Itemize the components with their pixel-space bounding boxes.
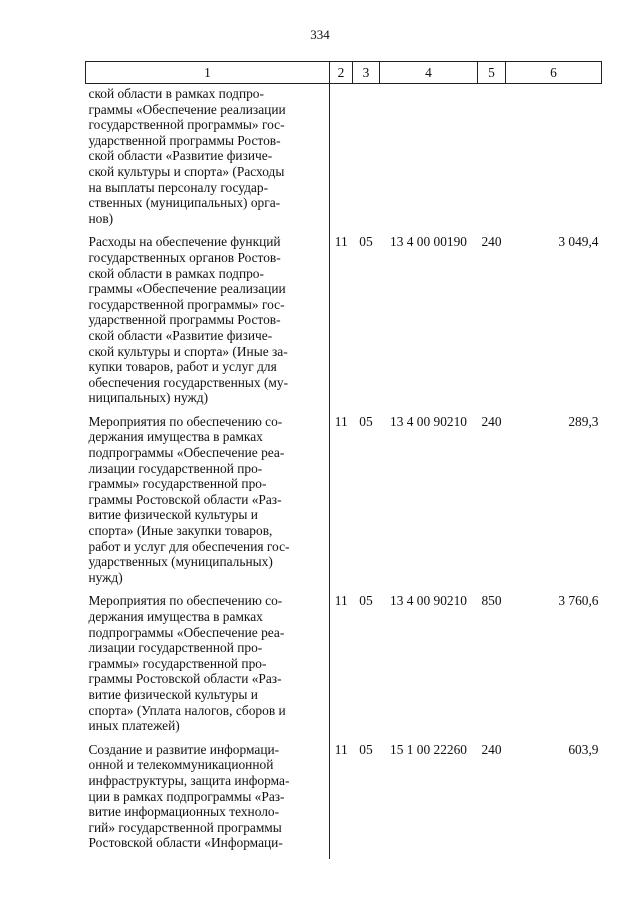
budget-table (85, 61, 602, 859)
description-line: ударственной программы Ростов- (88, 312, 281, 328)
description-line: ской области «Развитие физиче- (88, 148, 273, 164)
row-description (86, 742, 330, 859)
description-line: Мероприятия по обеспечению со- (88, 593, 283, 609)
description-line: граммы Ростовской области «Раз- (88, 671, 282, 687)
description-line: ударственной программы Ростов- (88, 132, 281, 148)
description-line: ской культуры и спорта» (Расходы (88, 163, 285, 179)
column-header-6: 6 (506, 62, 602, 84)
amount-value (506, 84, 602, 235)
description-line: купки товаров, работ и услуг для (88, 359, 277, 375)
subsection-code: 05 (359, 741, 373, 757)
description-line: граммы» государственной про- (88, 655, 267, 671)
description-line: государственных органов Ростов- (88, 249, 281, 265)
page-number: 334 (310, 27, 330, 42)
description-line: подпрограммы «Обеспечение реа- (88, 624, 285, 640)
description-line: спорта» (Иные закупки товаров, (88, 523, 273, 539)
target-article-code: 13 4 00 90210 (390, 413, 467, 429)
section-code: 11 (334, 413, 348, 429)
target-article-code: 13 4 00 90210 (390, 593, 467, 609)
description-line: Ростовской области «Информаци- (88, 835, 283, 851)
column-header-2: 2 (330, 62, 353, 84)
column-header-4: 4 (380, 62, 478, 84)
expense-type-code: 240 (481, 413, 502, 429)
amount-value: 289,3 (568, 413, 599, 429)
section-code: 11 (334, 593, 348, 609)
description-line: нужд) (88, 569, 123, 585)
expense-type-code (478, 84, 506, 235)
row-description (86, 414, 330, 594)
description-line: граммы «Обеспечение реализации (88, 281, 286, 297)
description-line: граммы Ростовской области «Раз- (88, 491, 282, 507)
header-row (86, 62, 602, 84)
description-line: государственной программы» гос- (88, 117, 285, 133)
column-header-5: 5 (478, 62, 506, 84)
description-line: гий» государственной программы (88, 819, 282, 835)
subsection-code: 05 (359, 234, 373, 250)
description-line: Мероприятия по обеспечению со- (88, 413, 283, 429)
subsection-code: 05 (359, 593, 373, 609)
table-row (86, 414, 602, 594)
description-line: лизации государственной про- (88, 460, 263, 476)
row-description (86, 84, 330, 235)
description-line: ударственных (муниципальных) (88, 554, 273, 570)
row-description (86, 593, 330, 741)
description-line: ниципальных) нужд) (88, 390, 209, 406)
table-row (86, 593, 602, 741)
table-row (86, 742, 602, 859)
description-line: ственных (муниципальных) орга- (88, 195, 281, 211)
amount-value: 603,9 (568, 741, 599, 757)
description-line: ской культуры и спорта» (Иные за- (88, 343, 288, 359)
section-code: 11 (334, 741, 348, 757)
description-line: витие физической культуры и (88, 507, 258, 523)
expense-type-code: 240 (481, 234, 502, 250)
section-code (330, 84, 353, 235)
target-article-code: 15 1 00 22260 (390, 741, 467, 757)
table-row (86, 84, 602, 235)
description-line: витие информационных техноло- (88, 804, 280, 820)
description-line: ской области в рамках подпро- (88, 265, 264, 281)
description-line: спорта» (Уплата налогов, сборов и (88, 702, 286, 718)
target-article-code: 13 4 00 00190 (390, 234, 467, 250)
description-line: обеспечения государственных (му- (88, 374, 289, 390)
column-header-3: 3 (353, 62, 380, 84)
description-line: на выплаты персоналу государ- (88, 179, 269, 195)
row-description (86, 234, 330, 414)
column-header-1: 1 (86, 62, 330, 84)
amount-value: 3 760,6 (558, 593, 599, 609)
description-line: онной и телекоммуникационной (88, 757, 274, 773)
description-line: Создание и развитие информаци- (88, 741, 280, 757)
description-line: граммы «Обеспечение реализации (88, 101, 286, 117)
description-line: держания имущества в рамках (88, 609, 263, 624)
description-line: витие физической культуры и (88, 686, 258, 702)
description-line: работ и услуг для обеспечения гос- (88, 538, 290, 554)
description-line: лизации государственной про- (88, 640, 263, 656)
expense-type-code: 240 (481, 741, 502, 757)
table-row (86, 234, 602, 414)
description-line: ской области «Развитие физиче- (88, 327, 273, 343)
description-line: государственной программы» гос- (88, 296, 285, 312)
expense-type-code: 850 (481, 593, 502, 609)
amount-value: 3 049,4 (558, 234, 599, 250)
description-line: иных платежей) (88, 718, 180, 734)
target-article-code (380, 84, 478, 235)
description-line: Расходы на обеспечение функций (88, 234, 281, 250)
description-line: держания имущества в рамках (88, 429, 263, 445)
description-line: нов) (88, 210, 114, 226)
subsection-code (353, 84, 380, 235)
description-line: ции в рамках подпрограммы «Раз- (88, 788, 285, 804)
subsection-code: 05 (359, 413, 373, 429)
section-code: 11 (334, 234, 348, 250)
description-line: ской области в рамках подпро- (88, 86, 264, 101)
description-line: инфраструктуры, защита информа- (88, 772, 290, 788)
description-line: подпрограммы «Обеспечение реа- (88, 445, 285, 461)
description-line: граммы» государственной про- (88, 476, 267, 492)
